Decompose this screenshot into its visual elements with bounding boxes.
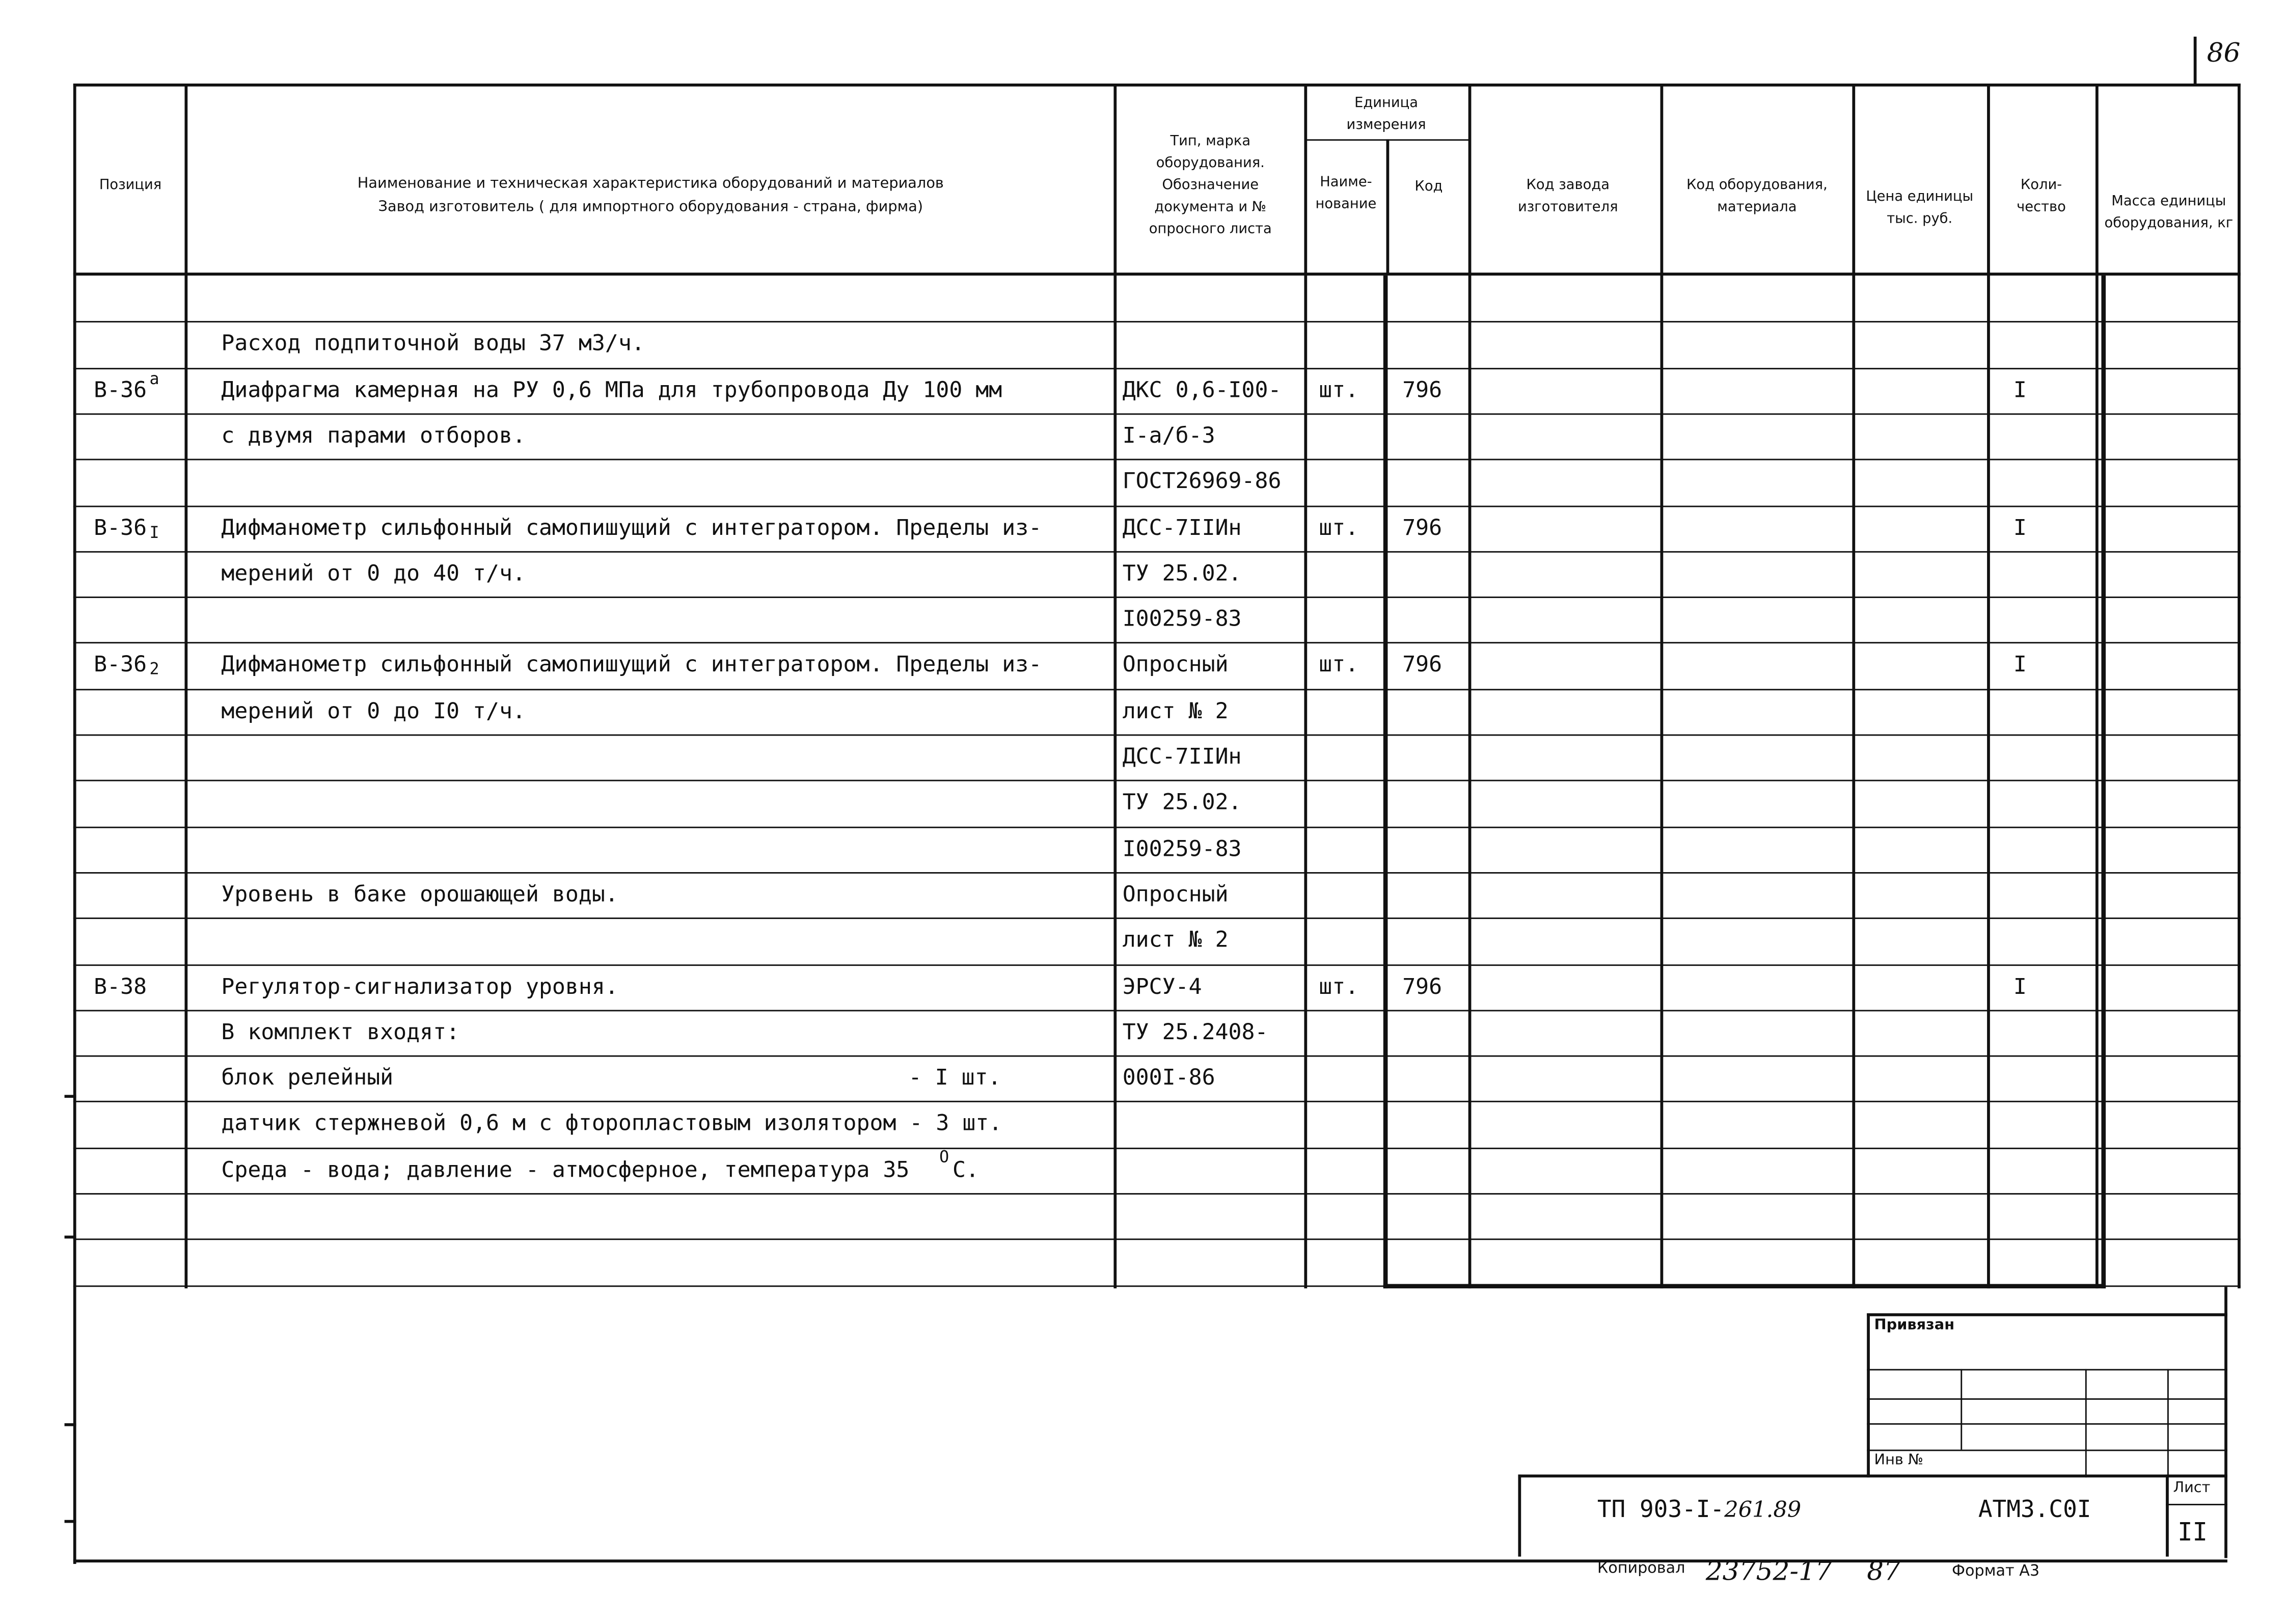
- name-cell: Диафрагма камерная на РУ 0,6 МПа для трубопровода Ду 100 мм: [221, 376, 1002, 403]
- quantity-cell: I: [2013, 376, 2027, 403]
- stamp-line: [1867, 1423, 2227, 1425]
- type-cell: I00259-83: [1122, 605, 1242, 632]
- footer-format: Формат А3: [1952, 1562, 2040, 1580]
- type-cell: 000I-86: [1122, 1064, 1215, 1091]
- name-cell: Дифманометр сильфонный самопишущий с интегратором. Пределы из-: [221, 513, 1042, 540]
- type-cell: ДСС-7IIИн: [1122, 743, 1242, 770]
- type-cell: лист № 2: [1122, 926, 1229, 953]
- row-separator: [73, 964, 2241, 965]
- frame-bottom-line: [73, 1559, 2227, 1561]
- stamp-line: [1518, 1475, 2227, 1477]
- type-cell: I00259-83: [1122, 834, 1242, 861]
- position-superscript: а: [149, 368, 159, 388]
- stamp-mark: АТМЗ.С0I: [1978, 1495, 2091, 1523]
- quantity-cell: I: [2013, 651, 2027, 678]
- col-line-code-header: [1386, 139, 1389, 274]
- margin-tick: [65, 1236, 76, 1239]
- row-separator: [73, 642, 2241, 644]
- row-separator: [73, 918, 2241, 919]
- row-separator: [73, 367, 2241, 369]
- position-cell: В-36: [94, 376, 147, 403]
- stamp-right-line: [2224, 1287, 2227, 1558]
- unit-name-cell: шт.: [1319, 972, 1359, 999]
- type-cell: ДСС-7IIИн: [1122, 513, 1242, 540]
- stamp-sheet-label: Лист: [2173, 1480, 2211, 1497]
- row-separator: [73, 505, 2241, 506]
- col-header-name-line1: Наименование и техническая характеристика оборудований и материалов: [357, 176, 944, 192]
- stamp-line: [1867, 1398, 2227, 1400]
- sheet-corner-number: 86: [2207, 38, 2241, 69]
- col-line-unit: [1304, 84, 1306, 1288]
- row-separator: [73, 551, 2241, 552]
- unit-name-cell: шт.: [1319, 651, 1359, 678]
- type-cell: Опросный: [1122, 651, 1229, 678]
- unit-code-cell: 796: [1402, 972, 1443, 999]
- stamp-sheet-number: II: [2178, 1518, 2208, 1548]
- name-cell: Расход подпиточной воды 37 м3/ч.: [221, 330, 645, 357]
- quantity-cell: I: [2013, 972, 2027, 999]
- col-header-unit-name: Наиме- нование: [1315, 174, 1377, 213]
- stamp-inv-label: Инв №: [1874, 1452, 1923, 1469]
- name-tail: С.: [952, 1156, 979, 1183]
- col-header-factory-code: Код завода изготовителя: [1517, 177, 1618, 215]
- row-separator: [73, 1285, 2241, 1286]
- stamp-line: [1867, 1313, 1869, 1477]
- row-separator: [73, 1147, 2241, 1149]
- row-separator: [73, 1239, 2241, 1240]
- unit-code-cell: 796: [1402, 376, 1443, 403]
- name-cell: мерений от 0 до I0 т/ч.: [221, 697, 526, 724]
- margin-tick: [65, 1520, 76, 1523]
- position-subscript: 2: [149, 660, 159, 680]
- row-separator: [73, 826, 2241, 828]
- stamp-line: [2166, 1504, 2227, 1505]
- stamp-line: [1867, 1313, 2227, 1315]
- row-separator: [73, 688, 2241, 690]
- stamp-line: [1518, 1475, 1520, 1557]
- type-cell: ГОСТ26969-86: [1122, 468, 1282, 495]
- row-separator: [73, 872, 2241, 874]
- name-cell: Дифманометр сильфонный самопишущий с интегратором. Пределы из-: [221, 651, 1042, 678]
- row-separator: [73, 735, 2241, 736]
- position-subscript: I: [149, 522, 159, 542]
- name-cell: с двумя парами отборов.: [221, 422, 526, 449]
- row-separator: [73, 1055, 2241, 1057]
- stamp-line: [2166, 1475, 2168, 1557]
- type-cell: ТУ 25.2408-: [1122, 1018, 1268, 1045]
- name-superscript: О: [939, 1147, 949, 1167]
- stamp-line: [1867, 1450, 2227, 1451]
- type-cell: Опросный: [1122, 880, 1229, 907]
- doc-code-prefix: ТП 903-I-: [1597, 1495, 1725, 1523]
- name-cell: блок релейный: [221, 1064, 394, 1091]
- stamp-line: [2085, 1369, 2087, 1477]
- row-separator: [73, 321, 2241, 323]
- frame-top-line: [73, 84, 2241, 87]
- name-cell: Регулятор-сигнализатор уровня.: [221, 972, 618, 999]
- quantity-cell: I: [2013, 513, 2027, 540]
- stamp-line: [2167, 1369, 2169, 1477]
- stamp-line: [1961, 1369, 1962, 1449]
- name-cell: В комплект входят:: [221, 1018, 460, 1045]
- col-header-equipment-code: Код оборудования, материала: [1686, 177, 1828, 215]
- col-header-quantity: Коли- чество: [2017, 177, 2066, 215]
- name-cell: мерений от 0 до 40 т/ч.: [221, 559, 526, 586]
- stamp-line: [1867, 1369, 2227, 1370]
- type-cell: ТУ 25.02.: [1122, 789, 1242, 816]
- bold-border-block: [1383, 276, 2106, 1288]
- corner-tick: [2194, 37, 2197, 85]
- unit-name-cell: шт.: [1319, 376, 1359, 403]
- stamp-linked-label: Привязан: [1874, 1317, 1955, 1334]
- col-header-name-line2: Завод изготовитель ( для импортного оборудования - страна, фирма): [378, 199, 923, 215]
- type-cell: ЭРСУ-4: [1122, 972, 1202, 999]
- doc-code-handwritten: 261.89: [1724, 1496, 1802, 1523]
- col-header-type: Тип, марка оборудования. Обозначение документа и № опросного листа: [1149, 132, 1272, 237]
- name-cell: Среда - вода; давление - атмосферное, температура 35: [221, 1156, 910, 1183]
- frame-right-line: [2238, 84, 2241, 1288]
- type-cell: ТУ 25.02.: [1122, 559, 1242, 586]
- col-line-type: [1113, 84, 1115, 1288]
- row-separator: [73, 780, 2241, 782]
- col-header-unit-group: Единица измерения: [1346, 95, 1426, 133]
- col-header-mass: Масса единицы оборудования, кг: [2104, 193, 2234, 232]
- unit-name-cell: шт.: [1319, 513, 1359, 540]
- type-cell: лист № 2: [1122, 697, 1229, 724]
- row-separator: [73, 459, 2241, 461]
- col-header-position: Позиция: [99, 176, 162, 193]
- col-line-name: [184, 84, 186, 1288]
- unit-code-cell: 796: [1402, 651, 1443, 678]
- position-cell: В-36: [94, 513, 147, 540]
- footer-copied-label: Копировал: [1597, 1559, 1685, 1577]
- row-separator: [73, 597, 2241, 598]
- stamp-doc-code: [1597, 1495, 1801, 1523]
- type-cell: I-а/б-3: [1122, 422, 1215, 449]
- type-cell: ДКС 0,6-I00-: [1122, 376, 1282, 403]
- frame-left-line: [73, 84, 76, 1564]
- unit-code-cell: 796: [1402, 513, 1443, 540]
- margin-tick: [65, 1095, 76, 1098]
- row-separator: [73, 1101, 2241, 1103]
- row-separator: [73, 1193, 2241, 1195]
- footer-copy-number-2: 87: [1867, 1556, 1901, 1588]
- footer-copy-number: 23752-17: [1705, 1556, 1832, 1588]
- row-separator: [73, 1010, 2241, 1011]
- col-header-price: Цена единицы тыс. руб.: [1866, 189, 1974, 227]
- col-header-unit-code: Код: [1414, 178, 1443, 195]
- position-cell: В-36: [94, 651, 147, 678]
- name-right-cell: - I шт.: [908, 1064, 1001, 1091]
- position-cell: В-38: [94, 972, 147, 999]
- margin-tick: [65, 1423, 76, 1426]
- row-separator: [73, 413, 2241, 415]
- name-cell: Уровень в баке орошающей воды.: [221, 880, 618, 907]
- name-cell: датчик стержневой 0,6 м с фторопластовым изолятором - 3 шт.: [221, 1110, 1002, 1137]
